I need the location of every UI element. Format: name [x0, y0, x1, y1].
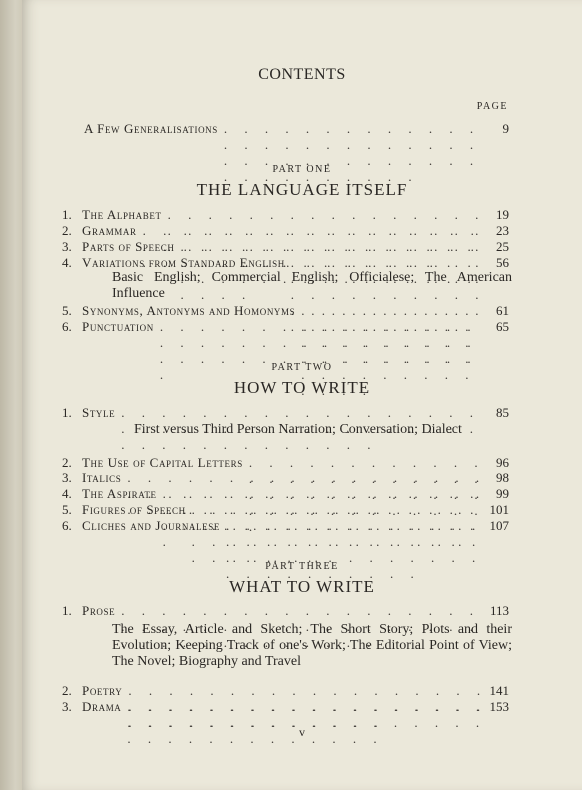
toc-entry-number: 1. — [62, 207, 72, 222]
toc-entry — [62, 319, 509, 335]
toc-entry-page: 9 — [502, 121, 509, 136]
toc-entry — [62, 502, 509, 518]
toc-entry-page: 98 — [496, 470, 509, 485]
toc-entry-label: Cliches and Journalese — [82, 518, 220, 533]
toc-entry — [62, 303, 509, 319]
toc-entry — [62, 699, 509, 715]
toc-entry — [62, 486, 509, 502]
toc-entry-number: 5. — [62, 303, 72, 318]
toc-entry-page: 23 — [496, 223, 509, 238]
toc-entry-label: The Aspirate — [82, 486, 157, 501]
toc-entry-subtopics: Basic English; Commercial English; Officialese; The American Influence — [112, 270, 512, 301]
toc-entry-label: The Alphabet — [82, 207, 162, 222]
toc-entry-number: 2. — [62, 683, 72, 698]
toc-entry — [62, 603, 509, 619]
toc-entry-subtopics: First versus Third Person Narration; Conversation; Dialect — [134, 422, 462, 437]
toc-entry — [62, 207, 509, 223]
part-title: HOW TO WRITE — [233, 378, 371, 397]
toc-entry-label: Grammar — [82, 223, 137, 238]
toc-entry-label: Variations from Standard English — [82, 255, 285, 270]
toc-entry-label: Punctuation — [82, 319, 154, 334]
toc-entry-label: Drama — [82, 699, 122, 714]
toc-entry-page: 85 — [496, 405, 509, 420]
toc-entry — [62, 683, 509, 699]
toc-entry-page: 153 — [489, 699, 509, 714]
book-spine — [0, 0, 22, 790]
toc-entry-number: 2. — [62, 223, 72, 238]
toc-entry — [62, 223, 509, 239]
toc-entry-intro — [84, 121, 509, 137]
toc-entry-number: 3. — [62, 470, 72, 485]
toc-entry — [62, 518, 509, 534]
toc-entry-page: 61 — [496, 303, 509, 318]
toc-entry-number: 4. — [62, 486, 72, 501]
toc-entry-label: Poetry — [82, 683, 123, 698]
toc-entry-page: 56 — [496, 255, 509, 270]
toc-entry-number: 6. — [62, 518, 72, 533]
toc-entry-label: Prose — [82, 603, 116, 618]
toc-entry-subtopics: The Essay, Article and Sketch; The Short Story; Plots and their Evolution; Keeping Track of one's Work; The Editorial Point of View; The Novel; Biography and Travel — [112, 622, 512, 669]
toc-entry-label: Style — [82, 405, 116, 420]
toc-entry-page: 101 — [489, 502, 509, 517]
contents-title: CONTENTS — [258, 66, 346, 83]
toc-entry-number: 2. — [62, 455, 72, 470]
part-title: THE LANGUAGE ITSELF — [196, 180, 408, 199]
toc-entry — [62, 239, 509, 255]
toc-entry-page: 141 — [489, 683, 509, 698]
toc-entry-page: 96 — [496, 455, 509, 470]
part-label: PART ONE — [272, 164, 332, 175]
toc-entry-page: 65 — [496, 319, 509, 334]
toc-entry-number: 4. — [62, 255, 72, 270]
toc-entry-label: Italics — [82, 470, 122, 485]
part-title: WHAT TO WRITE — [229, 577, 375, 596]
leader-dots — [154, 319, 487, 383]
toc-entry-number: 5. — [62, 502, 72, 517]
toc-entry — [62, 405, 509, 421]
toc-entry-number: 3. — [62, 239, 72, 254]
leader-dots — [220, 518, 487, 582]
leader-dots — [218, 121, 487, 185]
toc-entry-number: 1. — [62, 405, 72, 420]
page-folio: v — [299, 725, 305, 739]
toc-entry-page: 107 — [489, 518, 509, 533]
toc-entry — [62, 255, 509, 271]
page-column-header: PAGE — [476, 101, 508, 112]
toc-entry-number: 6. — [62, 319, 72, 334]
toc-entry-label: Synonyms, Antonyms and Homonyms — [82, 303, 296, 318]
part-label: PART THREE — [265, 561, 339, 572]
toc-entry — [62, 470, 509, 486]
toc-entry-page: 25 — [496, 239, 509, 254]
book-page — [22, 0, 582, 790]
toc-entry-page: 113 — [489, 603, 509, 618]
toc-entry-number: 1. — [62, 603, 72, 618]
toc-entry-label: The Use of Capital Letters — [82, 455, 243, 470]
part-label: PART TWO — [271, 362, 333, 373]
toc-entry-page: 19 — [496, 207, 509, 222]
toc-entry-page: 99 — [496, 486, 509, 501]
toc-entry — [62, 455, 509, 471]
toc-entry-label: Parts of Speech — [82, 239, 175, 254]
toc-entry-number: 3. — [62, 699, 72, 714]
toc-entry-label: A Few Generalisations — [84, 121, 218, 136]
toc-entry-label: Figures of Speech — [82, 502, 186, 517]
